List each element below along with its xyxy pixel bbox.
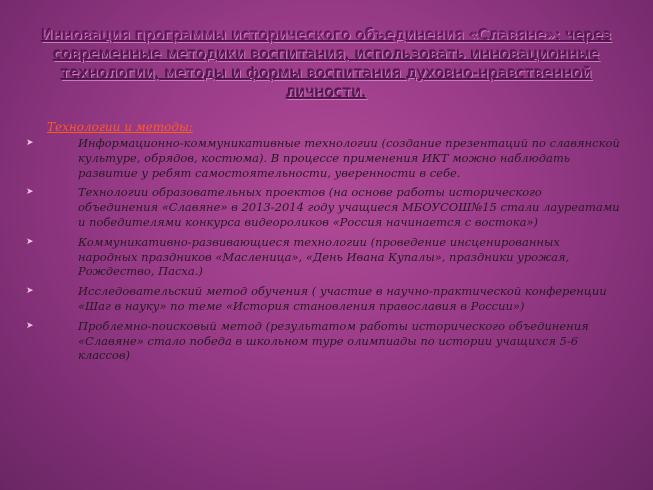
list-item-text: Технологии образовательных проектов (на основе работы исторического объединения «Славяне» в 2013-2014 году учащиеся МБОУСОШ№15 стали лауреатами и победителями конкурса видеороликов «Россия начинается с востока») (78, 185, 620, 229)
list-item (20, 185, 620, 229)
slide-title-rest: : через современные методики воспитания, использовать инновационные технологии, методы и формы воспитания духовно-нравственной личности. (53, 26, 612, 101)
arrow-bullet-icon: ➤ (26, 138, 34, 148)
list-item (20, 319, 620, 363)
list-item (20, 284, 620, 314)
list-item (20, 235, 620, 279)
list-item-text: Проблемно-поисковый метод (результатом работы исторического объединения «Славяне» стало победа в школьном туре олимпиады по истории учащихся 5-6 классов) (78, 318, 589, 363)
arrow-bullet-icon: ➤ (26, 187, 34, 198)
list-item-text: Исследовательский метод обучения ( участие в научно-практической конференции «Шаг в науку» по теме «История становления православия в России») (78, 284, 607, 313)
methods-list (20, 136, 620, 368)
slide-title-accent: Инновация программы исторического объединения «Славяне» (41, 26, 556, 44)
subheading: Технологии и методы: (47, 120, 193, 134)
arrow-bullet-icon: ➤ (26, 236, 34, 247)
list-item-text: Информационно-коммуникативные технологии (создание презентаций по славянской культуре, обрядов, костюма). В процессе применения ИКТ можно наблюдать развитие у ребят самостоятельности, уверенности в себе. (78, 136, 620, 180)
list-item (20, 136, 620, 180)
arrow-bullet-icon: ➤ (26, 286, 34, 297)
arrow-bullet-icon: ➤ (26, 320, 34, 331)
slide-title (30, 26, 623, 102)
list-item-text: Коммуникативно-развивающиеся технологии (проведение инсценированных народных праздников «Масленица», «День Ивана Купалы», праздники урожая, Рождество, Пасха.) (78, 234, 570, 279)
